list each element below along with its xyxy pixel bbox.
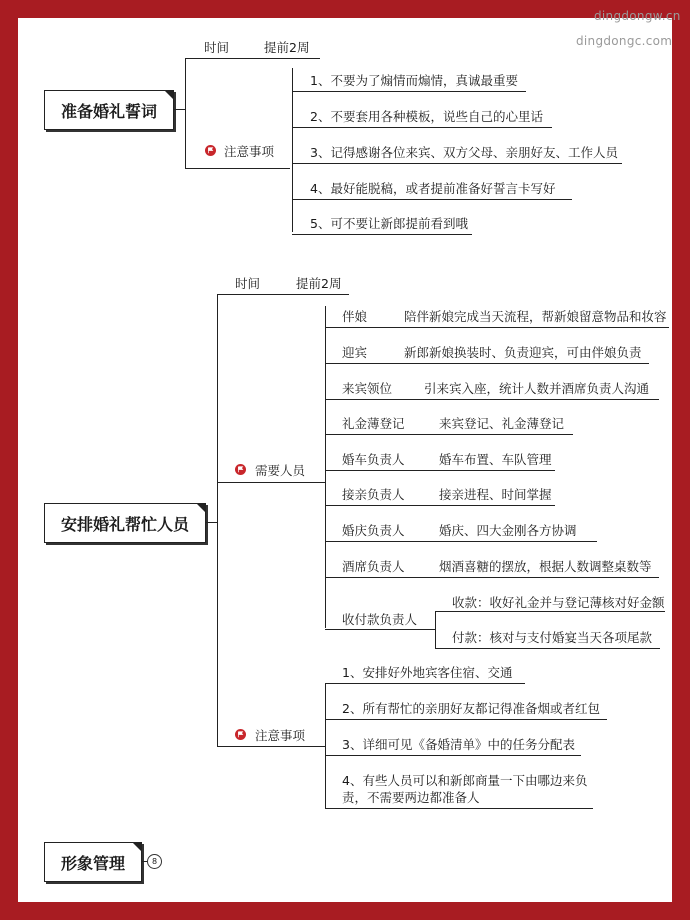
node-image-management[interactable] [44,842,142,882]
role-name: 来宾领位 [342,381,393,396]
note-item[interactable]: 4、最好能脱稿，或者提前准备好誓言卡写好 [310,181,556,196]
node-image-management-label: 形象管理 [60,853,125,873]
watermark-top: dingdongw.cn [594,9,681,23]
notes-label[interactable]: 注意事项 [224,144,275,159]
time-label: 时间 [235,276,261,291]
note-fold-icon [164,90,173,99]
connector [292,68,293,232]
payment-item: 收款：收好礼金并与登记薄核对好金额 [452,595,665,610]
mindmap-canvas [18,9,681,902]
role-name[interactable]: 收付款负责人 [342,612,418,627]
payment-item: 付款：核对与支付婚宴当天各项尾款 [452,630,653,645]
notes-label[interactable]: 注意事项 [255,728,306,743]
flag-icon [235,729,246,740]
item-underline [325,719,607,720]
time-branch-line [217,294,349,295]
flag-icon [235,464,246,475]
role-name: 礼金薄登记 [342,416,405,431]
role-duty: 接亲进程、时间掌握 [439,487,552,502]
connector [325,683,326,808]
time-value: 提前2周 [296,276,342,291]
role-name: 接亲负责人 [342,487,405,502]
row-underline [325,363,649,364]
row-underline [325,434,573,435]
role-duty: 新郎新娘换装时、负责迎宾，可由伴娘负责 [404,345,642,360]
connector [217,294,218,746]
row-underline [325,577,659,578]
item-underline [292,234,472,235]
row-underline [325,470,555,471]
item-underline [292,91,526,92]
row-underline [435,611,665,612]
role-name: 迎宾 [342,345,368,360]
row-underline [325,541,597,542]
note-item-line1[interactable]: 4、有些人员可以和新郎商量一下由哪边来负 [342,773,588,788]
time-label: 时间 [204,40,230,55]
flag-icon [205,145,216,156]
people-branch-line [217,482,325,483]
role-duty: 陪伴新娘完成当天流程，帮新娘留意物品和妆容 [404,309,667,324]
role-duty: 烟酒喜糖的摆放，根据人数调整桌数等 [439,559,652,574]
node-helpers-label: 安排婚礼帮忙人员 [60,514,189,534]
role-name: 酒席负责人 [342,559,405,574]
notes-branch-line [217,746,325,747]
connector [325,306,326,628]
time-value: 提前2周 [264,40,310,55]
note-item[interactable]: 3、详细可见《备婚清单》中的任务分配表 [342,737,575,752]
role-duty: 来宾登记、礼金薄登记 [439,416,565,431]
node-wedding-vows[interactable] [44,90,174,130]
note-item[interactable]: 2、所有帮忙的亲朋好友都记得准备烟或者红包 [342,701,600,716]
item-underline [325,683,525,684]
row-underline [325,629,435,630]
node-wedding-vows-label: 准备婚礼誓词 [60,101,157,121]
item-underline [325,808,593,809]
role-name: 婚庆负责人 [342,523,405,538]
watermark-second: dingdongc.com [576,34,673,48]
connector [185,58,186,168]
note-item[interactable]: 1、不要为了煽情而煽情，真诚最重要 [310,73,518,88]
connector [173,109,185,110]
people-label[interactable]: 需要人员 [255,463,306,478]
item-underline [325,755,581,756]
note-fold-icon [132,842,141,851]
note-item[interactable]: 2、不要套用各种模板，说些自己的心里话 [310,109,543,124]
time-branch-line [185,58,320,59]
row-underline [325,505,555,506]
item-underline [292,163,622,164]
row-underline [435,648,660,649]
note-item-line2[interactable]: 责，不需要两边都准备人 [342,790,480,805]
note-item[interactable]: 1、安排好外地宾客住宿、交通 [342,665,513,680]
connector [205,522,217,523]
role-name: 婚车负责人 [342,452,405,467]
item-underline [292,127,552,128]
note-item[interactable]: 5、可不要让新郎提前看到哦 [310,216,468,231]
connector [435,611,436,648]
collapsed-count-badge[interactable]: 8 [147,854,162,869]
node-helpers[interactable] [44,503,206,543]
note-item[interactable]: 3、记得感谢各位来宾、双方父母、亲朋好友、工作人员 [310,145,618,160]
notes-branch-line [185,168,290,169]
role-duty: 婚车布置、车队管理 [439,452,552,467]
row-underline [325,327,669,328]
row-underline [325,399,659,400]
role-duty: 婚庆、四大金刚各方协调 [439,523,577,538]
role-name: 伴娘 [342,309,368,324]
role-duty: 引来宾入座，统计人数并酒席负责人沟通 [424,381,650,396]
item-underline [292,199,572,200]
note-fold-icon [196,503,205,512]
